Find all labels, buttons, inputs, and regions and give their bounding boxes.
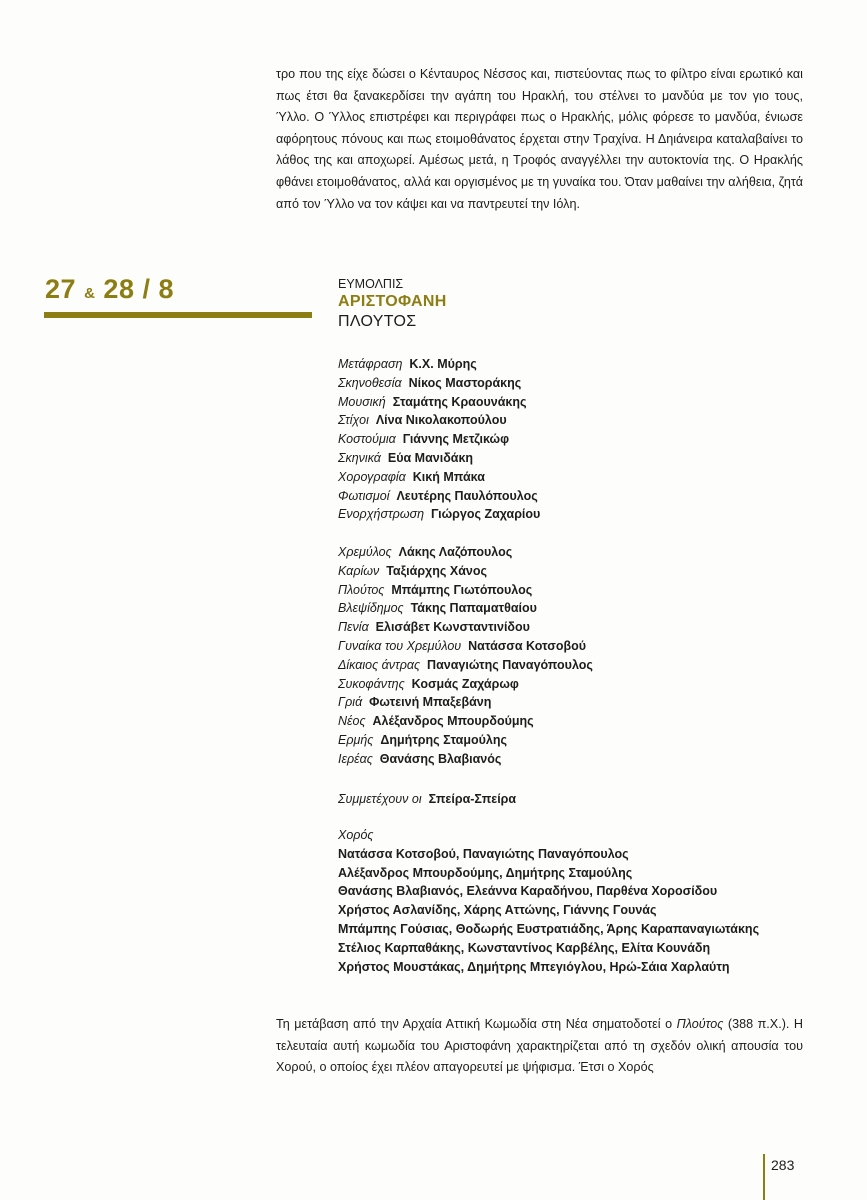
intro-paragraph: [276, 64, 803, 215]
chorus-line: Χρήστος Ασλανίδης, Χάρης Αττώνης, Γιάννης Γουνάς: [338, 903, 657, 918]
participating-label: Συμμετέχουν οι: [338, 792, 422, 806]
cast-row: Ιερέας Θανάσης Βλαβιανός: [338, 751, 502, 766]
cast-row: Συκοφάντης Κοσμάς Ζαχάρωφ: [338, 676, 519, 691]
cast-list: [338, 543, 593, 769]
page-number-bar: [763, 1154, 765, 1200]
outro-text-start: Τη μετάβαση από την Αρχαία Αττική Κωμωδία στη Νέα σηματοδοτεί ο: [276, 1017, 677, 1031]
date-month: 8: [158, 274, 175, 304]
crew-row: Μετάφραση Κ.Χ. Μύρης: [338, 357, 477, 371]
performance-date: [45, 274, 174, 305]
crew-row: Κοστούμια Γιάννης Μετζικώφ: [338, 432, 510, 447]
crew-row: Στίχοι Λίνα Νικολακοπούλου: [338, 413, 507, 428]
chorus-block: [338, 826, 759, 976]
date-day-2: 28: [103, 274, 135, 304]
cast-row: Χρεμύλος Λάκης Λαζόπουλος: [338, 545, 513, 559]
cast-row: Πλούτος Μπάμπης Γιωτόπουλος: [338, 582, 533, 597]
date-ampersand: &: [84, 285, 96, 302]
outro-text-end: (388 π.Χ.). Η τελευταία αυτή κωμωδία του Αριστοφάνη χαρακτηρίζεται από τη σχεδόν ολική απουσία του Χορού, ο οποίος έχει πλέον απαγορευτεί με ψήφισμα. Έτσι ο Χορός: [276, 1017, 804, 1075]
production-header: [338, 276, 447, 332]
outro-play-title: Πλούτος: [676, 1017, 724, 1031]
cast-row: Δίκαιος άντρας Παναγιώτης Παναγόπουλος: [338, 657, 593, 672]
company-name: ΕΥΜΟΛΠΙΣ: [338, 277, 404, 291]
author-name: ΑΡΙΣΤΟΦΑΝΗ: [338, 293, 447, 310]
crew-row: Ενορχήστρωση Γιώργος Ζαχαρίου: [338, 507, 541, 522]
page-number: 283: [771, 1157, 795, 1173]
chorus-line: Θανάσης Βλαβιανός, Ελεάννα Καραδήνου, Παρθένα Χοροσίδου: [338, 884, 718, 899]
cast-row: Βλεψίδημος Τάκης Παπαματθαίου: [338, 601, 537, 616]
participating-line: [338, 790, 516, 809]
cast-row: Γυναίκα του Χρεμύλου Νατάσσα Κοτσοβού: [338, 638, 586, 653]
chorus-line: Νατάσσα Κοτσοβού, Παναγιώτης Παναγόπουλος: [338, 846, 629, 861]
outro-paragraph: [276, 1014, 803, 1079]
participating-group: Σπείρα-Σπείρα: [428, 792, 517, 806]
chorus-label: Χορός: [338, 828, 374, 842]
chorus-line: Στέλιος Καρπαθάκης, Κωνσταντίνος Καρβέλης, Ελίτα Κουνάδη: [338, 940, 711, 955]
cast-row: Πενία Ελισάβετ Κωνσταντινίδου: [338, 620, 530, 635]
date-separator: /: [142, 274, 151, 304]
cast-row: Νέος Αλέξανδρος Μπουρδούμης: [338, 714, 534, 729]
play-title: ΠΛΟΥΤΟΣ: [338, 313, 417, 330]
chorus-line: Χρήστος Μουστάκας, Δημήτρης Μπεγιόγλου, Ηρώ-Σάια Χαρλαύτη: [338, 959, 730, 974]
crew-row: Χορογραφία Κική Μπάκα: [338, 469, 485, 484]
date-underline-rule: [44, 312, 312, 318]
crew-row: Σκηνοθεσία Νίκος Μαστοράκης: [338, 375, 522, 390]
crew-list: [338, 355, 540, 524]
chorus-line: Μπάμπης Γούσιας, Θοδωρής Ευστρατιάδης, Άρης Καραπαναγιωτάκης: [338, 921, 760, 936]
cast-row: Γριά Φωτεινή Μπαξεβάνη: [338, 695, 492, 710]
intro-text: τρο που της είχε δώσει ο Κένταυρος Νέσσος και, πιστεύοντας πως το φίλτρο είναι ερωτικό και πως έτσι θα ξανακερδίσει την αγάπη του Ηρακλή, του στέλνει το μανδύα με τον γιο τους, Ύλλο. Ο Ύλλος επιστρέφει και περιγράφει πως ο Ηρακλής, μόλις φόρεσε το μανδύα, ένιωσε αφόρητους πόνους και πως ετοιμοθάνατος έρχεται στην Τραχίνα. Η Δηιάνειρα καταλαβαίνει το λάθος της και αποχωρεί. Αμέσως μετά, η Τροφός αναγγέλλει την αυτοκτονία της. Ο Ηρακλής φθάνει ετοιμοθάνατος, αλλά και οργισμένος με τη γυναίκα του. Όταν μαθαίνει την αλήθεια, ζητά από τον Ύλλο να τον κάψει και να παντρευτεί την Ιόλη.: [276, 67, 803, 211]
crew-row: Φωτισμοί Λευτέρης Παυλόπουλος: [338, 488, 538, 503]
crew-row: Σκηνικά Εύα Μανιδάκη: [338, 450, 474, 465]
crew-row: Μουσική Σταμάτης Κραουνάκης: [338, 394, 527, 409]
date-day-1: 27: [45, 274, 77, 304]
chorus-line: Αλέξανδρος Μπουρδούμης, Δημήτρης Σταμούλης: [338, 865, 633, 880]
cast-row: Ερμής Δημήτρης Σταμούλης: [338, 732, 508, 747]
cast-row: Καρίων Ταξιάρχης Χάνος: [338, 563, 487, 578]
